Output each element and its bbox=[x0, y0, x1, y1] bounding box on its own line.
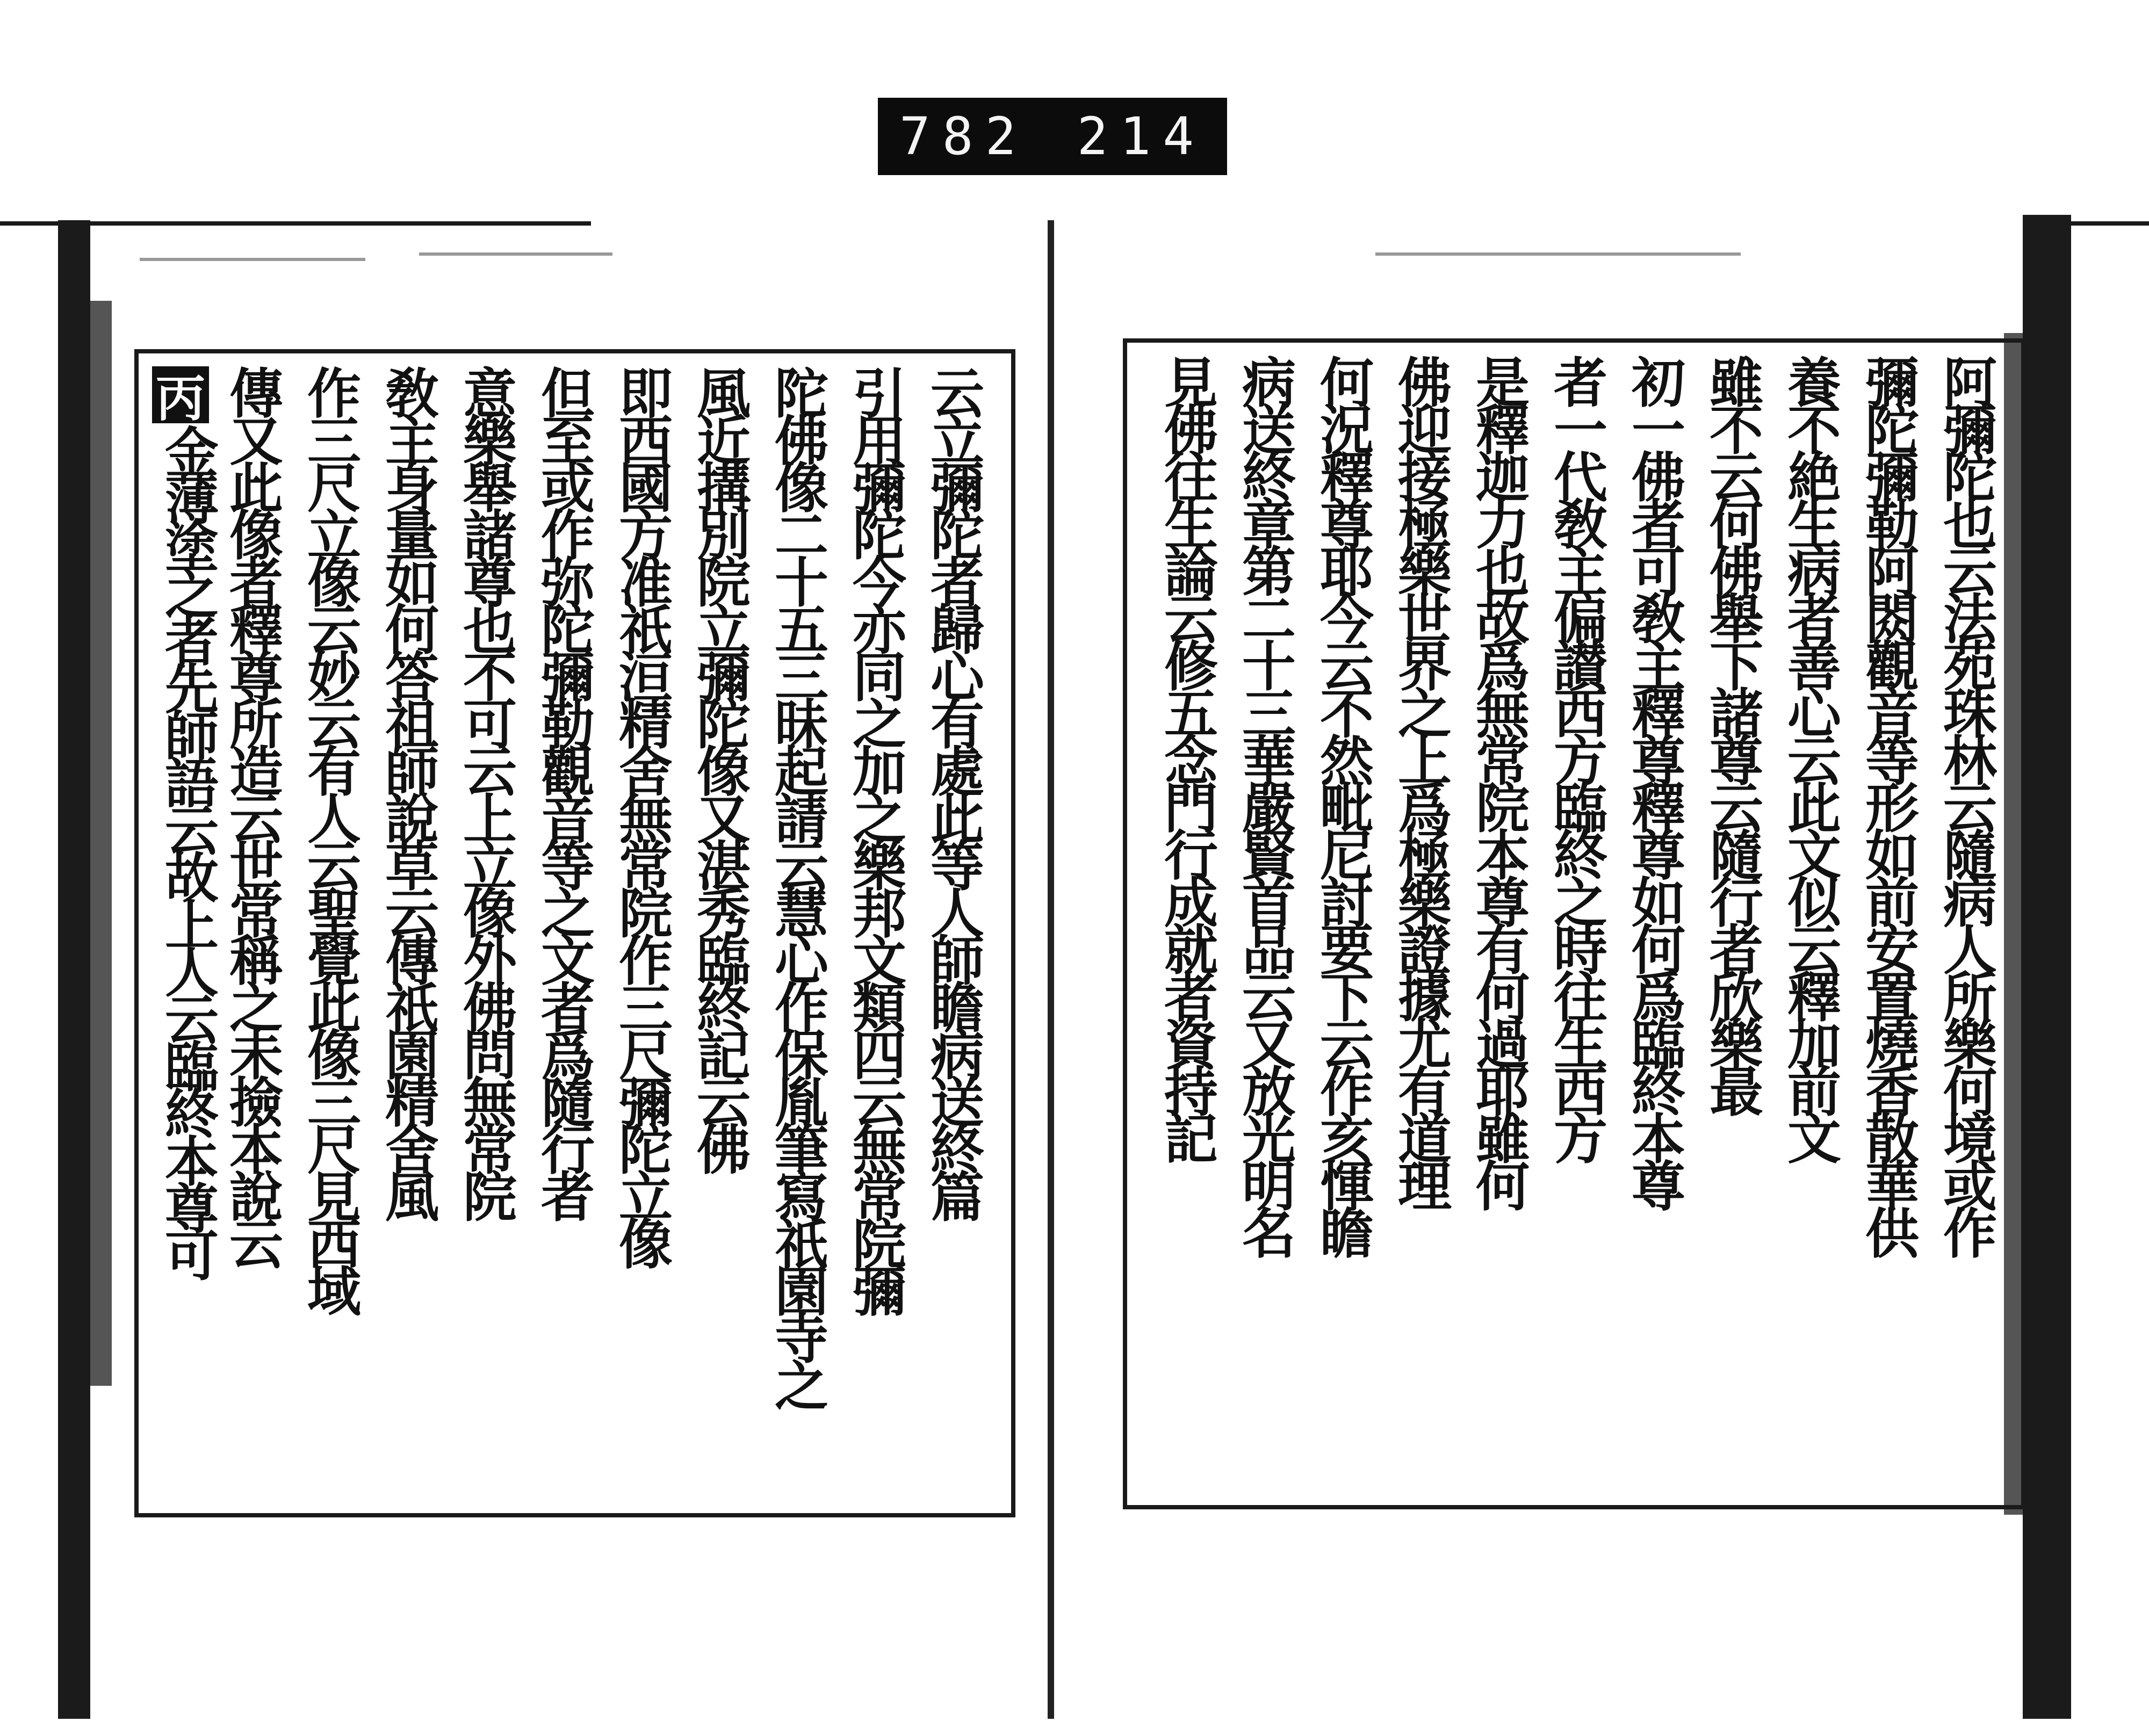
left-column-1: 云立彌陀者歸心有處此等人師瞻病送終篇 bbox=[921, 365, 985, 1216]
left-column-7: 意樂舉諸尊也不可云上立像外佛問無常院 bbox=[454, 365, 517, 1216]
left-column-4: 風近搆別院立彌陀像又湛秀臨終記云佛 bbox=[688, 365, 751, 1169]
left-column-5: 即西國方准祇洹精舍無常院作三尺彌陀立像 bbox=[610, 365, 673, 1263]
left-page-edge bbox=[58, 220, 90, 1719]
right-column-3: 養不絶生病者善心云此文似云釋加前文 bbox=[1778, 355, 1842, 1158]
catalog-number-page: 214 bbox=[1077, 106, 1206, 167]
book-spine bbox=[1048, 220, 1054, 1719]
right-column-9: 何況釋尊耶今云不然毗尼討要下云作亥惲瞻 bbox=[1311, 355, 1374, 1253]
left-column-2: 引用彌陀今亦同之加之樂邦文類四云無常院彌 bbox=[843, 365, 907, 1311]
left-page-edge-shadow bbox=[90, 301, 112, 1386]
right-column-5: 初一佛者可敎主釋尊釋尊如何爲臨終本尊 bbox=[1622, 355, 1686, 1205]
left-column-3: 陀佛像二十五三昧起請云慧心作保胤筆寫祇園寺之 bbox=[766, 365, 829, 1405]
catalog-number-tag bbox=[878, 98, 1227, 175]
right-column-1: 阿彌陀也云法苑珠林云隨病人所樂何境或作 bbox=[1934, 355, 1997, 1253]
right-column-4: 雖不云何佛舉下諸尊云隨行者欣樂最 bbox=[1700, 355, 1764, 1111]
left-column-8: 敎主身量如何答祖師說草云傳祇園精舍風 bbox=[376, 365, 439, 1216]
scan-noise-left-2 bbox=[419, 252, 612, 256]
right-column-10: 病送終章第二十三華嚴賢首品云又放光明名 bbox=[1233, 355, 1296, 1253]
left-column-10: 傳又此像者釋尊所造云世常稱之未撿本說云 bbox=[220, 365, 284, 1263]
right-column-6: 者一代敎主偏讃西方臨終之時往生西方 bbox=[1545, 355, 1608, 1158]
right-column-2: 彌陀彌勒阿閦觀音等形如前安置燒香散華供 bbox=[1856, 355, 1920, 1253]
scan-noise-left bbox=[140, 258, 365, 261]
scan-noise-right bbox=[1375, 252, 1741, 256]
left-column-11: 金薄塗之者先師語云故上人云臨終本尊可 bbox=[156, 424, 219, 1275]
right-column-8: 佛迎接極樂世界之上爲極樂證據尤有道理 bbox=[1389, 355, 1452, 1205]
catalog-number-volume: 782 bbox=[899, 106, 1028, 167]
right-column-7: 是釋迦力也故爲無常院本尊有何過耶雖何 bbox=[1467, 355, 1530, 1205]
right-page-edge bbox=[2023, 215, 2071, 1719]
left-column-9: 作三尺立像云妙云有人云聖覺此像三尺見西域 bbox=[298, 365, 362, 1311]
section-mark-badge: 丙 bbox=[152, 366, 209, 423]
right-column-11: 見佛往生論云修五念門行成就者資持記 bbox=[1155, 355, 1218, 1158]
left-column-6: 但至或作弥陀彌勒觀音等之文者爲隨行者 bbox=[532, 365, 595, 1216]
